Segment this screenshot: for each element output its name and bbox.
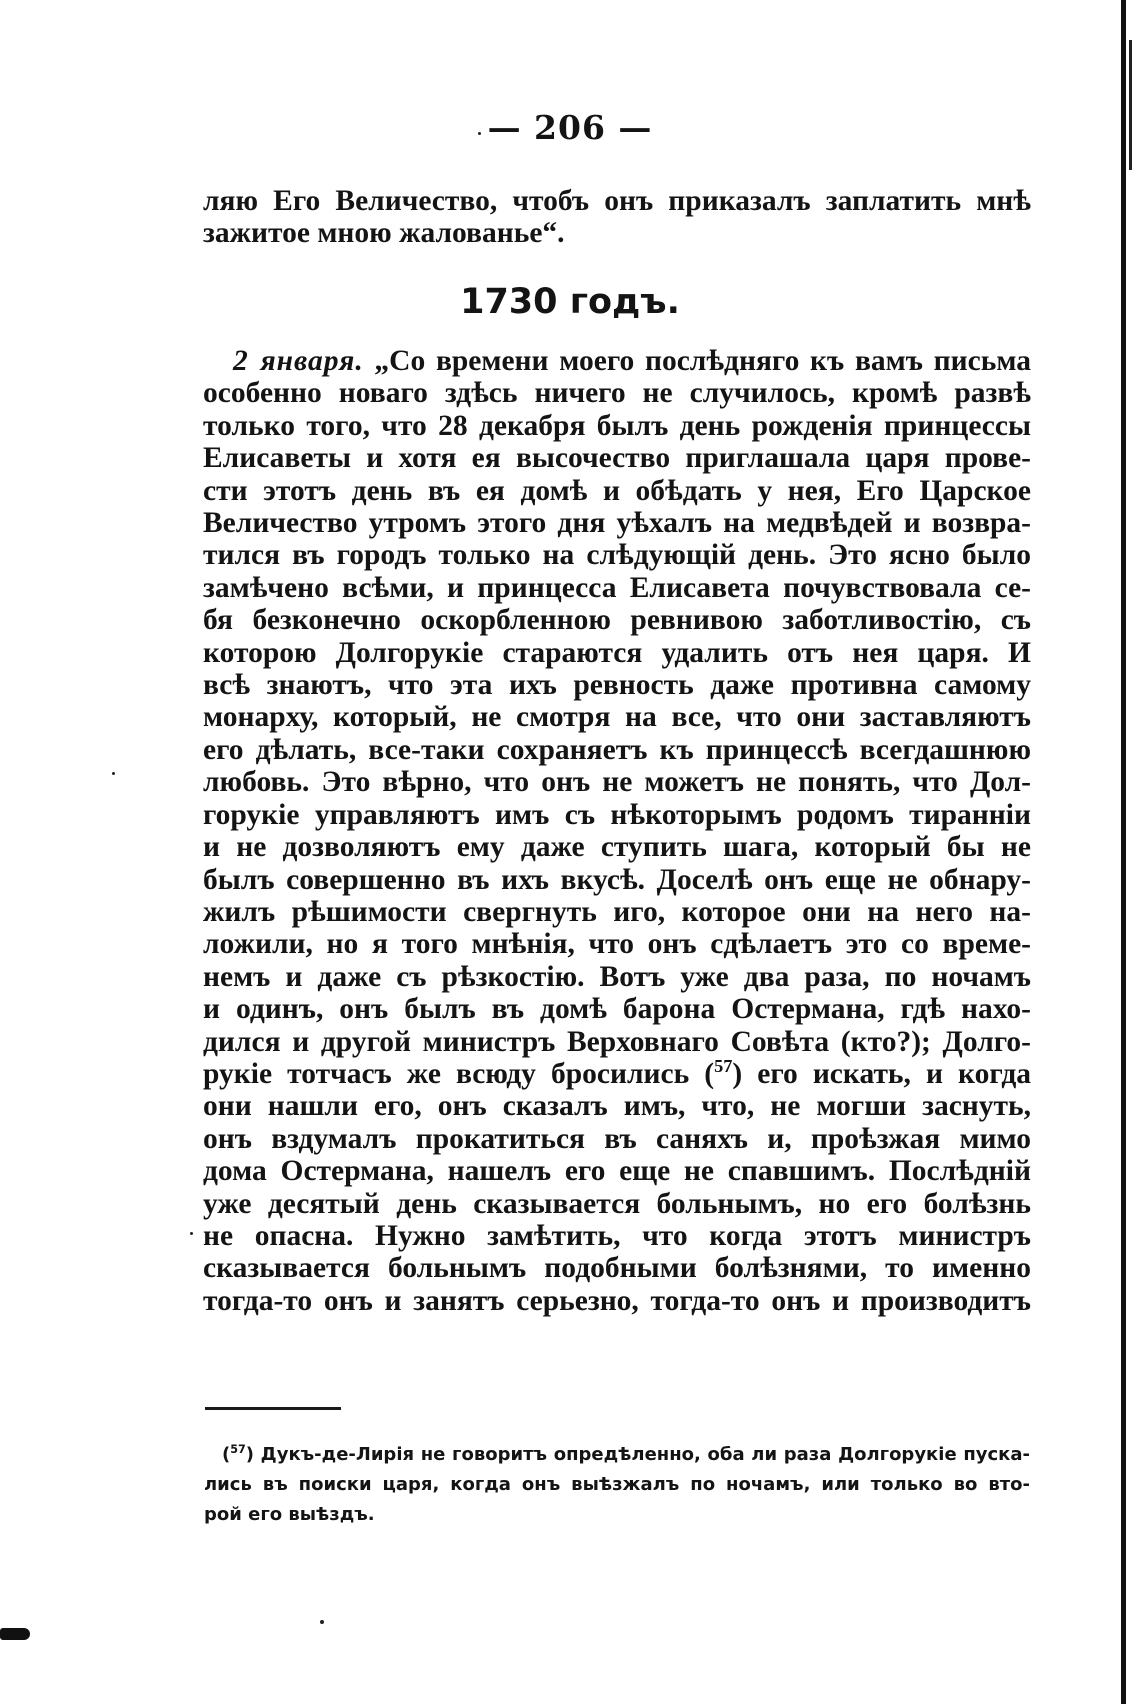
scan-speck — [190, 1232, 193, 1235]
text-line: они нашли его, онъ сказалъ имъ, что, не могши заснуть, — [203, 1090, 1031, 1123]
footnote-marker-open: ( — [222, 1444, 231, 1465]
text-line: его дѣлать, все-таки сохраняетъ къ принцессѣ всегдашнюю — [203, 733, 1031, 766]
scan-mark — [0, 1628, 30, 1640]
text-line: особенно новаго здѣсь ничего не случилось, кромѣ развѣ — [203, 377, 1031, 410]
text-line: ложили, но я того мнѣнія, что онъ сдѣлаетъ это со време- — [203, 928, 1031, 961]
text-line: Величество утромъ этого дня уѣхалъ на медвѣдей и возвра- — [203, 507, 1031, 540]
page-edge-shadow — [1121, 0, 1126, 1704]
text-line: былъ совершенно въ ихъ вкусѣ. Доселѣ онъ еще не обнару- — [203, 863, 1031, 896]
text-line: и не дозволяютъ ему даже ступить шага, который бы не — [203, 831, 1031, 864]
year-heading: 1730 годъ. — [460, 282, 680, 322]
text-line: немъ и даже съ рѣзкостію. Вотъ уже два раза, по ночамъ — [203, 960, 1031, 993]
footnote-line: лись въ поиски царя, когда онъ выѣзжалъ по ночамъ, или только во вто- — [204, 1474, 1030, 1495]
text-line-with-footnote-ref — [203, 1058, 1031, 1090]
footnote-marker-number: 57 — [230, 1443, 246, 1456]
text-line: тился въ городъ только на слѣдующій день. Это ясно было — [203, 539, 1031, 572]
text-line: дился и другой министръ Верховнаго Совѣта (кто?); Долго- — [203, 1025, 1031, 1058]
text-line: любовь. Это вѣрно, что онъ не можетъ не понять, что Дол- — [203, 766, 1031, 799]
text-line: и одинъ, онъ былъ въ домѣ барона Остермана, гдѣ нахо- — [203, 993, 1031, 1026]
page-edge-mark — [1129, 40, 1132, 170]
text-segment: ) его искать, и когда — [732, 1057, 1031, 1090]
footnote-marker — [222, 1444, 254, 1465]
text-line: Елисаветы и хотя ея высочество приглашала царя прове- — [203, 442, 1031, 475]
text-line: дома Остермана, нашелъ его еще не спавшимъ. Послѣдній — [203, 1155, 1031, 1188]
text-segment: рукіе тотчасъ же всюду бросились ( — [203, 1057, 715, 1090]
scan-speck — [112, 772, 115, 775]
text-line: жилъ рѣшимости свергнуть иго, которое они на него на- — [203, 895, 1031, 928]
footnote-text: Дукъ-де-Лирія не говоритъ опредѣленно, оба ли раза Долгорукіе пуска- — [254, 1444, 1030, 1465]
text-line: бя безконечно оскорбленною ревнивою заботливостію, съ — [203, 604, 1031, 637]
footnote-first-line — [222, 1440, 1030, 1470]
text-line: уже десятый день сказывается больнымъ, но его болѣзнь — [203, 1187, 1031, 1220]
entry-date: 2 января. — [233, 345, 364, 377]
text-line: только того, что 28 декабря былъ день рожденія принцессы — [203, 409, 1031, 442]
text-line: горукіе управляютъ имъ съ нѣкоторымъ родомъ тиранніи — [203, 798, 1031, 831]
scan-speck — [478, 132, 481, 135]
footnote-reference[interactable]: 57 — [714, 1056, 733, 1077]
text-line: тогда-то онъ и занятъ серьезно, тогда-то онъ и производитъ — [203, 1284, 1031, 1317]
scan-speck — [320, 1620, 324, 1624]
text-line: которою Долгорукіе стараются удалить отъ нея царя. И — [203, 636, 1031, 669]
continuation-paragraph — [203, 185, 1031, 250]
text-line: ляю Его Величество, чтобъ онъ приказалъ заплатить мнѣ — [203, 185, 1031, 217]
entry-first-line — [203, 345, 1031, 377]
letter-entry — [203, 345, 1031, 1317]
text-line: сти этотъ день въ ея домѣ и обѣдать у нея, Его Царское — [203, 474, 1031, 507]
footnote — [204, 1440, 1030, 1530]
text-line: сказывается больнымъ подобными болѣзнями, то именно — [203, 1252, 1031, 1285]
text-line: монарху, который, не смотря на все, что они заставляютъ — [203, 701, 1031, 734]
footnote-marker-close: ) — [245, 1444, 254, 1465]
entry-first-line-text: „Со времени моего послѣдняго къ вамъ письма — [374, 345, 1031, 377]
text-line: всѣ знаютъ, что эта ихъ ревность даже противна самому — [203, 669, 1031, 702]
text-line: замѣчено всѣми, и принцесса Елисавета почувствовала се- — [203, 571, 1031, 604]
text-line: не опасна. Нужно замѣтить, что когда этотъ министръ — [203, 1219, 1031, 1252]
text-line: зажитое мною жалованье“. — [203, 217, 565, 250]
text-line: онъ вздумалъ прокатиться въ саняхъ и, проѣзжая мимо — [203, 1122, 1031, 1155]
footnote-separator — [205, 1407, 341, 1410]
footnote-line: рой его выѣздъ. — [204, 1504, 375, 1525]
page-number: — 206 — — [487, 108, 653, 147]
